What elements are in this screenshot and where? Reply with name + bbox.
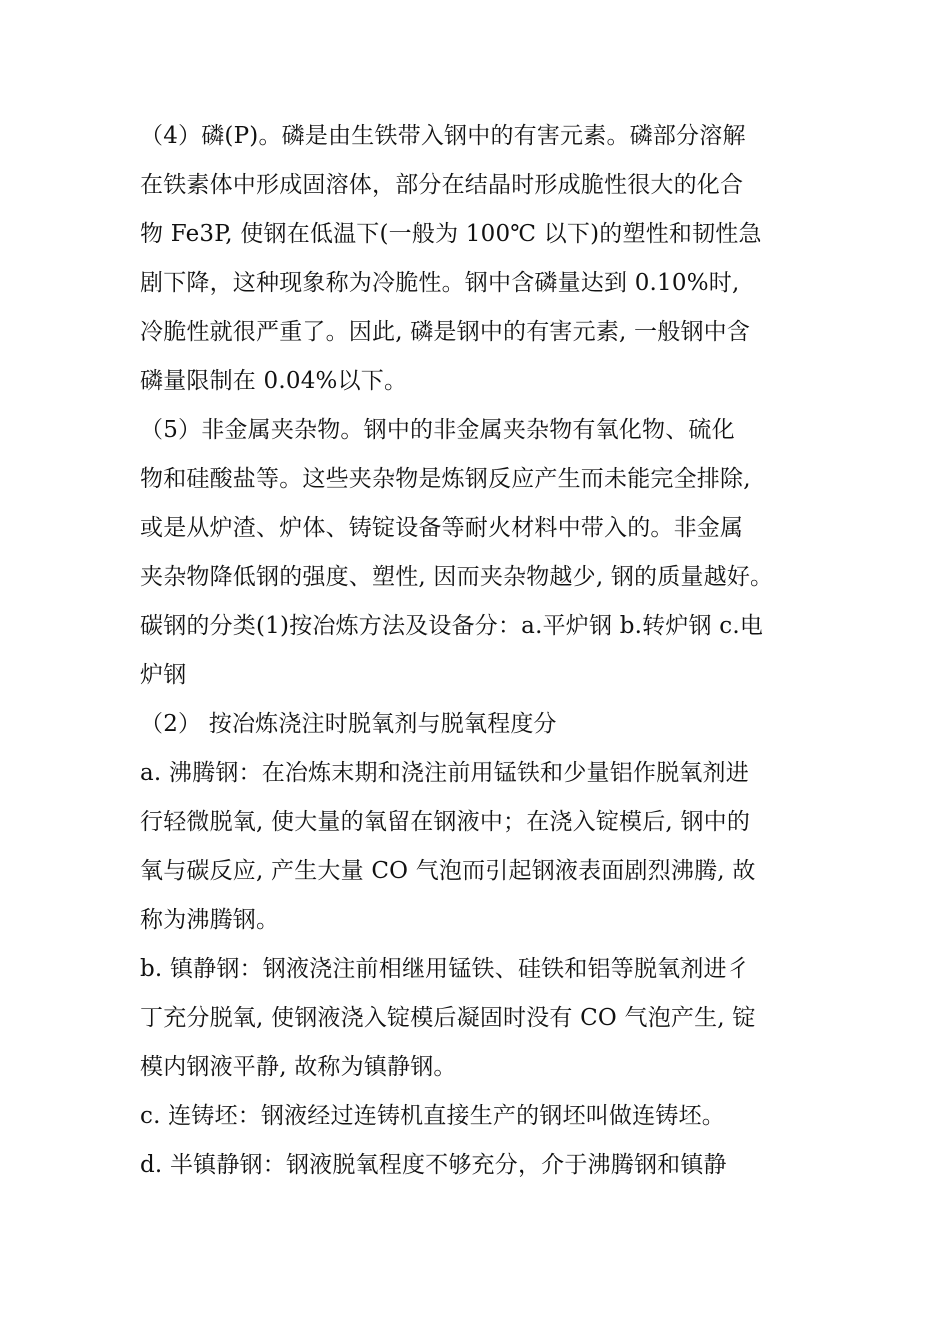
text-line-classification-2: 炉钢 bbox=[140, 662, 187, 688]
text-line-rimmed-steel-2: 行轻微脱氧, 使大量的氧留在钢液中；在浇入锭模后, 钢中的 bbox=[140, 809, 751, 835]
text-line-semi-killed-steel: d. 半镇静钢：钢液脱氧程度不够充分，介于沸腾钢和镇静 bbox=[140, 1152, 727, 1178]
text-line-phosphorus-1: （4）磷(P)。磷是由生铁带入钢中的有害元素。磷部分溶解 bbox=[140, 123, 746, 149]
text-line-phosphorus-6: 磷量限制在 0.04%以下。 bbox=[140, 368, 408, 394]
text-line-classification-1: 碳钢的分类(1)按冶炼方法及设备分：a.平炉钢 b.转炉钢 c.电 bbox=[140, 613, 764, 639]
text-line-deoxidation-heading: （2） 按冶炼浇注时脱氧剂与脱氧程度分 bbox=[140, 711, 557, 737]
text-line-killed-steel-1: b. 镇静钢：钢液浇注前相继用锰铁、硅铁和铝等脱氧剂进彳 bbox=[140, 956, 750, 982]
text-line-continuous-casting: c. 连铸坯：钢液经过连铸机直接生产的钢坯叫做连铸坯。 bbox=[140, 1103, 725, 1129]
text-line-rimmed-steel-3: 氧与碳反应, 产生大量 CO 气泡而引起钢液表面剧烈沸腾, 故 bbox=[140, 858, 756, 884]
text-line-phosphorus-2: 在铁素体中形成固溶体，部分在结晶时形成脆性很大的化合 bbox=[140, 172, 744, 198]
text-line-inclusions-3: 或是从炉渣、炉体、铸锭设备等耐火材料中带入的。非金属 bbox=[140, 515, 744, 541]
text-line-killed-steel-2: 丁充分脱氧, 使钢液浇入锭模后凝固时没有 CO 气泡产生, 锭 bbox=[140, 1005, 756, 1031]
text-line-phosphorus-3: 物 Fe3P, 使钢在低温下(一般为 100℃ 以下)的塑性和韧性急 bbox=[140, 221, 762, 247]
text-line-inclusions-4: 夹杂物降低钢的强度、塑性, 因而夹杂物越少, 钢的质量越好。 bbox=[140, 564, 774, 590]
text-line-rimmed-steel-4: 称为沸腾钢。 bbox=[140, 907, 280, 933]
text-line-rimmed-steel-1: a. 沸腾钢：在冶炼末期和浇注前用锰铁和少量铝作脱氧剂进 bbox=[140, 760, 749, 786]
text-line-inclusions-1: （5）非金属夹杂物。钢中的非金属夹杂物有氧化物、硫化 bbox=[140, 417, 735, 443]
text-line-phosphorus-4: 剧下降，这种现象称为冷脆性。钢中含磷量达到 0.10%时, bbox=[140, 270, 740, 296]
text-line-killed-steel-3: 模内钢液平静, 故称为镇静钢。 bbox=[140, 1054, 457, 1080]
text-line-phosphorus-5: 冷脆性就很严重了。因此, 磷是钢中的有害元素, 一般钢中含 bbox=[140, 319, 751, 345]
text-line-inclusions-2: 物和硅酸盐等。这些夹杂物是炼钢反应产生而未能完全排除, bbox=[140, 466, 751, 492]
document-body bbox=[140, 112, 820, 1190]
